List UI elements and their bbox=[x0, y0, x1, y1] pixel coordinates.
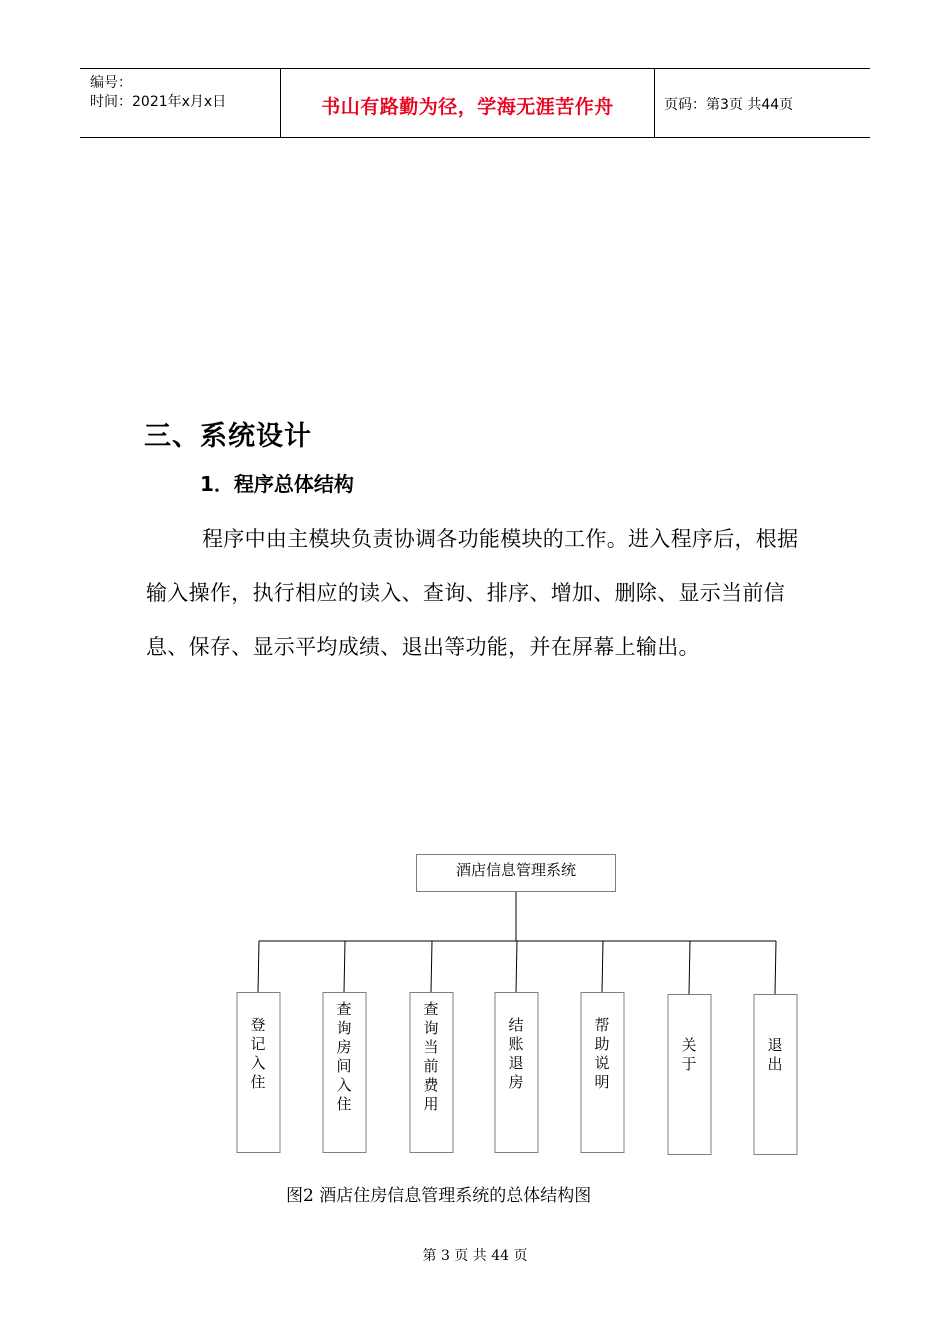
child-connector bbox=[431, 941, 432, 992]
figure-caption: 图2 酒店住房信息管理系统的总体结构图 bbox=[286, 1186, 592, 1206]
body-paragraph: 程序中由主模块负责协调各功能模块的工作。进入程序后，根据输入操作，执行相应的读入、查询、排序、增加、删除、显示当前信息、保存、显示平均成绩、退出等功能，并在屏幕上输出。 bbox=[146, 527, 799, 659]
child-label: 查 询 房 间 入 住 bbox=[336, 1000, 352, 1113]
header-motto: 书山有路勤为径，学海无涯苦作舟 bbox=[321, 96, 614, 118]
child-label: 关 于 bbox=[681, 1036, 697, 1073]
child-label: 查 询 当 前 费 用 bbox=[423, 1000, 439, 1113]
page-footer: 第 3 页 共 44 页 bbox=[422, 1248, 528, 1264]
section-title: 三、系统设计 bbox=[144, 421, 312, 452]
child-connector bbox=[258, 941, 259, 992]
child-connector bbox=[602, 941, 603, 992]
child-connector bbox=[775, 941, 776, 994]
child-box bbox=[668, 995, 711, 1155]
document-number-label: 编号： bbox=[90, 75, 132, 91]
root-label: 酒店信息管理系统 bbox=[455, 861, 576, 879]
child-connector bbox=[689, 941, 690, 994]
document-date-label: 时间：2021年x月x日 bbox=[90, 94, 227, 110]
child-label: 结 账 退 房 bbox=[508, 1016, 524, 1091]
header-page-label: 页码：第3页 共44页 bbox=[664, 97, 794, 113]
child-label: 帮 助 说 明 bbox=[594, 1016, 610, 1091]
child-connector bbox=[516, 941, 517, 992]
child-label: 退 出 bbox=[767, 1036, 783, 1073]
child-label: 登 记 入 住 bbox=[250, 1016, 266, 1091]
child-box bbox=[754, 995, 797, 1155]
section-subtitle: 1．程序总体结构 bbox=[200, 472, 354, 496]
child-connector bbox=[344, 941, 345, 992]
